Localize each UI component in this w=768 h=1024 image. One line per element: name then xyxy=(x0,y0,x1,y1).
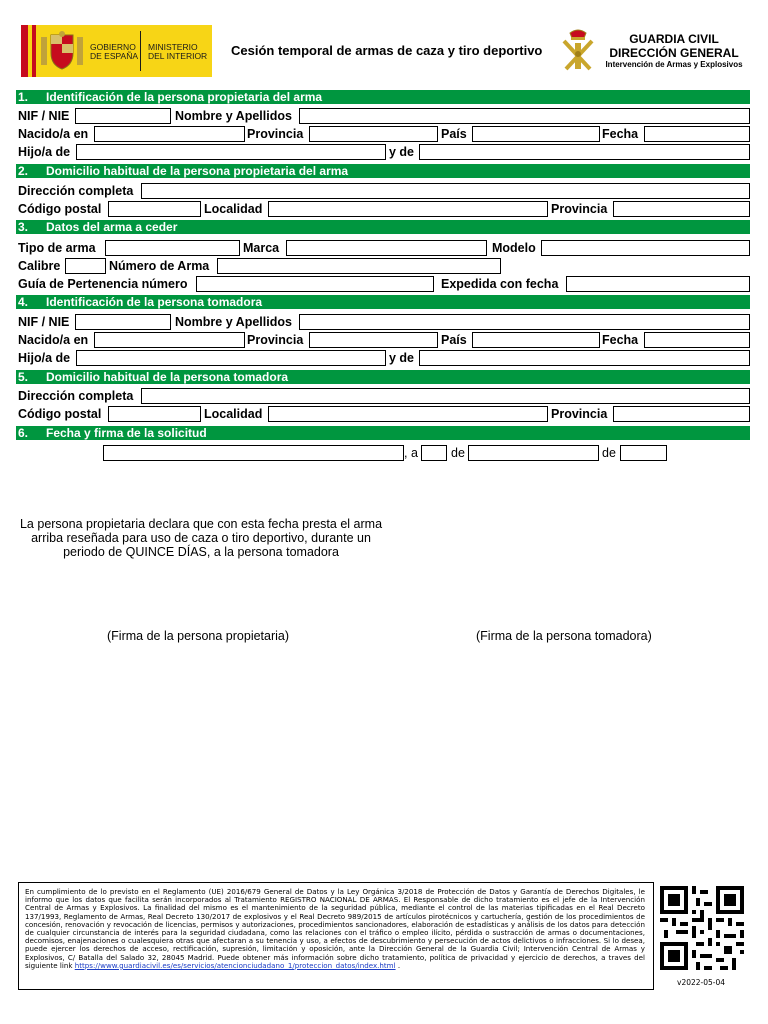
taker-name-field[interactable] xyxy=(299,314,750,330)
taker-father-field[interactable] xyxy=(76,350,386,366)
guide-issue-date-field[interactable] xyxy=(566,276,750,292)
label-provincia: Provincia xyxy=(247,127,304,141)
label-provincia: Provincia xyxy=(247,333,304,347)
legal-text: En cumplimiento de lo previsto en el Reglamento (UE) 2016/679 General de Datos y la Ley Orgánica 3/2018 de Protección de Datos y Garantía de Derechos Digitales, le informo que los datos que facilita serán incorporados al Tratamiento REGISTRO NACIONAL DE ARMAS. El Responsable de dicho tratamiento es el jefe de la Intervención Central de Armas y Explosivos. La finalidad del mismo es el mantenimiento de la seguridad pública, mediante el control de las materias tipificadas en el Real Decreto 137/1993, Reglamento de Armas, Real Decreto 130/2017 de explosivos y el Real Decreto 989/2015 de artículos pirotécnicos y cartuchería, gestión de los procedimientos de concesión, renovación y revocación de licencias, permisos y autorizaciones, procedimientos sancionadores, elaboración de estadísticas y análisis de los datos para detección de cualquier circunstancia de interés para la seguridad ciudadana, como las relaciones con el tráfico o empleo ilícito, pérdida o sustracción de armas o documentaciones, decomisos, enajenaciones o cualesquiera otras que afectaran a su tenencia y uso, a efectos de descubrimiento y persecución de actos delictivos o infracciones. Si lo desea, puede ejercer los derechos de acceso, rectificación, supresión, limitación y oposición, ante la Dirección General de la Guardia Civil; Intervención Central de Armas y Explosivos, C/ Batalla del Salado 32, 28045 Madrid. Puede obtener más información sobre dicho tratamiento, política de privacidad y ejercicio de derechos, a traves del siguiente link xyxy=(25,887,645,970)
signature-month-field[interactable] xyxy=(468,445,599,461)
signature-day-field[interactable] xyxy=(421,445,447,461)
document-title: Cesión temporal de armas de caza y tiro deportivo xyxy=(231,43,543,58)
taker-birthdate-field[interactable] xyxy=(644,332,750,348)
qr-code-icon xyxy=(660,886,744,970)
taker-country-field[interactable] xyxy=(472,332,600,348)
label-localidad: Localidad xyxy=(204,407,263,421)
owner-name-field[interactable] xyxy=(299,108,750,124)
logo-divider xyxy=(140,31,141,71)
label-cp: Código postal xyxy=(18,202,102,216)
taker-birthplace-field[interactable] xyxy=(94,332,245,348)
owner-birthplace-field[interactable] xyxy=(94,126,245,142)
taker-address-field[interactable] xyxy=(141,388,750,404)
taker-signature-label: (Firma de la persona tomadora) xyxy=(476,629,652,643)
declaration-text: La persona propietaria declara que con esta fecha presta el arma arriba reseñada para uso de caza o tiro deportivo, durante un periodo de QUINCE DÍAS, a la persona tomadora xyxy=(19,517,383,559)
label-nombre: Nombre y Apellidos xyxy=(175,109,292,123)
weapon-number-field[interactable] xyxy=(217,258,501,274)
section-header-6: 6. Fecha y firma de la solicitud xyxy=(16,426,750,440)
label-nombre: Nombre y Apellidos xyxy=(175,315,292,329)
label-fecha: Fecha xyxy=(602,127,639,141)
label-guia: Guía de Pertenencia número xyxy=(18,277,188,291)
section-header-1: 1. Identificación de la persona propietaria del arma xyxy=(16,90,750,104)
flag-stripe xyxy=(21,25,28,77)
weapon-model-field[interactable] xyxy=(541,240,750,256)
owner-country-field[interactable] xyxy=(472,126,600,142)
taker-city-field[interactable] xyxy=(268,406,548,422)
owner-birthdate-field[interactable] xyxy=(644,126,750,142)
label-numero: Número de Arma xyxy=(109,259,210,273)
label-marca: Marca xyxy=(243,241,280,255)
label-provincia: Provincia xyxy=(551,407,608,421)
label-nif: NIF / NIE xyxy=(18,315,70,329)
taker-postal-code-field[interactable] xyxy=(108,406,201,422)
ministerio-text: MINISTERIO DEL INTERIOR xyxy=(148,42,208,61)
gobierno-logo xyxy=(21,25,212,77)
owner-nif-field[interactable] xyxy=(75,108,171,124)
weapon-type-field[interactable] xyxy=(105,240,240,256)
coat-of-arms-icon xyxy=(37,31,87,71)
guardia-civil-header: GUARDIA CIVIL DIRECCIÓN GENERAL Intervención de Armas y Explosivos xyxy=(605,32,743,69)
label-nacido: Nacido/a en xyxy=(18,333,89,347)
owner-father-field[interactable] xyxy=(76,144,386,160)
label-tipo: Tipo de arma xyxy=(18,241,96,255)
flag-stripe xyxy=(32,25,36,77)
label-de: de xyxy=(602,446,616,460)
label-hijo: Hijo/a de xyxy=(18,145,71,159)
owner-province-field[interactable] xyxy=(613,201,750,217)
section-header-2: 2. Domicilio habitual de la persona propietaria del arma xyxy=(16,164,750,178)
weapon-caliber-field[interactable] xyxy=(65,258,106,274)
label-provincia: Provincia xyxy=(551,202,608,216)
label-pais: País xyxy=(441,333,467,347)
taker-nif-field[interactable] xyxy=(75,314,171,330)
label-direccion: Dirección completa xyxy=(18,389,134,403)
section-header-3: 3. Datos del arma a ceder xyxy=(16,220,750,234)
label-modelo: Modelo xyxy=(492,241,536,255)
label-calibre: Calibre xyxy=(18,259,61,273)
legal-after: . xyxy=(395,960,401,970)
owner-address-field[interactable] xyxy=(141,183,750,199)
label-hijo: Hijo/a de xyxy=(18,351,71,365)
label-yde: y de xyxy=(389,351,415,365)
owner-signature-label: (Firma de la persona propietaria) xyxy=(107,629,290,643)
guide-number-field[interactable] xyxy=(196,276,434,292)
section-header-5: 5. Domicilio habitual de la persona tomadora xyxy=(16,370,750,384)
owner-city-field[interactable] xyxy=(268,201,548,217)
section-header-4: 4. Identificación de la persona tomadora xyxy=(16,295,750,309)
version-label: v2022-05-04 xyxy=(677,978,726,987)
guardia-civil-emblem-icon xyxy=(560,27,596,73)
weapon-brand-field[interactable] xyxy=(286,240,487,256)
signature-place-field[interactable] xyxy=(103,445,404,461)
taker-mother-field[interactable] xyxy=(419,350,750,366)
signature-year-field[interactable] xyxy=(620,445,667,461)
owner-birth-province-field[interactable] xyxy=(309,126,438,142)
label-localidad: Localidad xyxy=(204,202,263,216)
label-nacido: Nacido/a en xyxy=(18,127,89,141)
label-pais: País xyxy=(441,127,467,141)
label-yde: y de xyxy=(389,145,415,159)
label-fecha: Fecha xyxy=(602,333,639,347)
owner-mother-field[interactable] xyxy=(419,144,750,160)
data-protection-notice xyxy=(18,882,654,990)
label-nif: NIF / NIE xyxy=(18,109,70,123)
taker-birth-province-field[interactable] xyxy=(309,332,438,348)
gobierno-text: GOBIERNO DE ESPAÑA xyxy=(90,42,139,61)
privacy-link[interactable]: https://www.guardiacivil.es/es/servicios/atencionciudadano_1/proteccion_datos/index.html xyxy=(74,960,396,970)
taker-province-field[interactable] xyxy=(613,406,750,422)
label-expedida: Expedida con fecha xyxy=(441,277,559,291)
owner-postal-code-field[interactable] xyxy=(108,201,201,217)
label-direccion: Dirección completa xyxy=(18,184,134,198)
label-comma-a: , a xyxy=(404,446,418,460)
label-cp: Código postal xyxy=(18,407,102,421)
label-de: de xyxy=(451,446,465,460)
